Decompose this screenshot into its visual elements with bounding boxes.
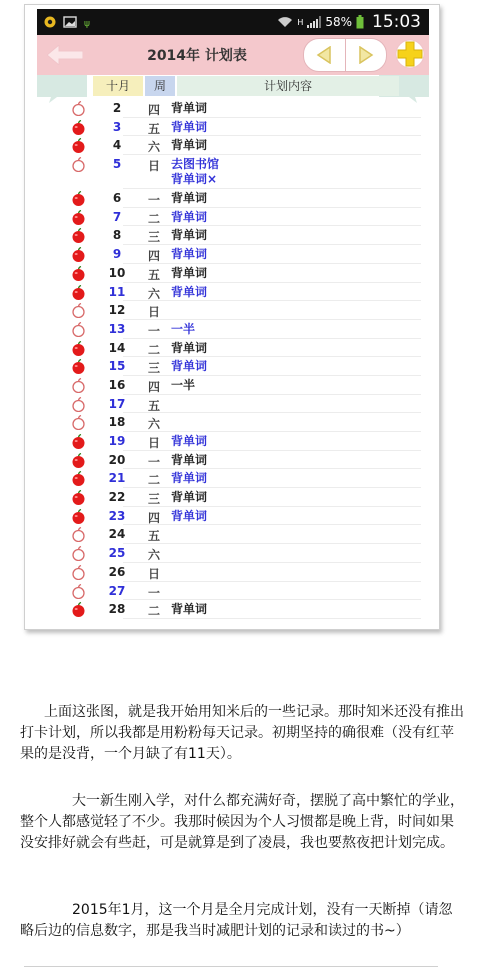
clock: 15:03 [372, 12, 421, 32]
weekday: 四 [147, 510, 160, 525]
red-apple-icon [71, 247, 86, 262]
signal-icon [307, 16, 321, 28]
weekday: 五 [147, 267, 160, 282]
next-month-button[interactable] [345, 39, 387, 71]
weekday: 六 [147, 548, 160, 563]
plan-content [171, 378, 195, 393]
day-number: 2 [112, 101, 122, 115]
day-number: 18 [108, 415, 126, 430]
plan-content [171, 191, 207, 206]
plan-text: 背单词 [171, 284, 208, 299]
day-number: 19 [108, 434, 126, 448]
phone-screenshot [24, 4, 440, 630]
plan-content [171, 120, 207, 135]
day-number: 10 [108, 265, 126, 280]
table-row[interactable] [37, 189, 429, 208]
red-apple-icon [71, 602, 86, 617]
table-row[interactable] [37, 118, 429, 137]
day-number: 3 [112, 119, 122, 134]
red-apple-icon [71, 490, 86, 505]
weekday: 四 [147, 249, 160, 264]
plan-content [171, 138, 207, 153]
plan-content [171, 101, 207, 116]
weekday: 一 [147, 323, 160, 338]
plan-text: 背单词 [171, 359, 208, 374]
plan-text: 背单词 [171, 508, 208, 523]
previous-month-button[interactable] [304, 39, 345, 71]
day-number: 26 [108, 564, 126, 579]
plan-content [171, 210, 207, 225]
table-row[interactable] [37, 264, 429, 283]
table-row[interactable] [37, 469, 429, 488]
table-row[interactable] [37, 600, 429, 619]
table-row[interactable] [37, 488, 429, 507]
plan-text: 背单词 [171, 490, 208, 505]
weekday: 日 [147, 566, 160, 581]
table-row[interactable] [37, 136, 429, 155]
plan-text: 背单词 [171, 209, 208, 224]
table-row[interactable] [37, 525, 429, 544]
header-plan-content: 计划内容 [177, 76, 399, 96]
table-header [37, 75, 429, 97]
battery-percent: 58% [325, 15, 352, 29]
header-month: 十月 [93, 76, 143, 96]
red-apple-icon [71, 266, 86, 281]
weekday: 三 [147, 492, 160, 507]
day-number: 14 [108, 340, 126, 355]
day-number: 24 [108, 527, 126, 542]
weekday: 日 [147, 159, 160, 174]
day-number: 13 [108, 321, 126, 336]
day-number: 25 [108, 546, 126, 561]
empty-apple-icon [71, 397, 86, 412]
weekday: 二 [147, 342, 160, 357]
day-number: 11 [108, 284, 126, 299]
plan-text: 背单词 [171, 602, 208, 617]
month-navigation [303, 38, 387, 72]
plan-text-secondary: 背单词× [171, 172, 218, 187]
red-apple-icon [71, 191, 86, 206]
table-row[interactable] [37, 413, 429, 432]
red-apple-icon [71, 509, 86, 524]
weekday: 日 [147, 305, 160, 320]
weekday: 五 [147, 398, 160, 413]
empty-apple-icon [71, 303, 86, 318]
weekday: 二 [147, 473, 160, 488]
red-apple-icon [71, 341, 86, 356]
weekday: 六 [147, 286, 160, 301]
day-number: 15 [108, 359, 126, 374]
plan-content [171, 602, 207, 617]
weekday: 二 [147, 604, 160, 619]
red-apple-icon [71, 471, 86, 486]
plan-content [171, 341, 207, 356]
plan-text: 去图书馆 [171, 157, 220, 172]
day-number: 12 [108, 303, 126, 318]
image-notification-icon [63, 16, 77, 28]
day-number: 22 [108, 490, 126, 505]
wifi-icon [277, 16, 293, 28]
plan-content [171, 359, 207, 374]
table-row[interactable] [37, 376, 429, 395]
red-apple-icon [71, 434, 86, 449]
app-toolbar [37, 35, 429, 75]
weekday: 一 [147, 585, 160, 600]
weekday: 日 [147, 436, 160, 450]
plan-content [171, 228, 207, 243]
app-notification-icon [43, 16, 57, 28]
plan-text: 背单词 [171, 265, 208, 280]
weekday: 一 [147, 193, 160, 208]
red-apple-icon [71, 285, 86, 300]
day-number: 8 [112, 228, 122, 243]
plan-content [171, 266, 207, 281]
weekday: 三 [147, 230, 160, 245]
plan-text: 一半 [171, 377, 196, 392]
table-row[interactable] [37, 226, 429, 245]
weekday: 四 [147, 379, 160, 394]
plan-content [171, 322, 195, 337]
red-apple-icon [71, 138, 86, 153]
day-number: 20 [108, 452, 126, 467]
plan-text: 背单词 [171, 228, 208, 243]
table-row[interactable] [37, 544, 429, 563]
table-row[interactable] [37, 395, 429, 414]
table-row[interactable] [37, 245, 429, 264]
day-number: 5 [112, 157, 122, 172]
table-row[interactable] [37, 563, 429, 582]
day-number: 7 [112, 209, 122, 224]
plan-content [171, 434, 207, 449]
red-apple-icon [71, 228, 86, 243]
plan-content [171, 490, 207, 505]
table-row[interactable] [37, 99, 429, 118]
network-type-label: H [297, 17, 304, 27]
weekday: 六 [147, 417, 160, 432]
table-row[interactable] [37, 283, 429, 302]
red-apple-icon [71, 453, 86, 468]
empty-apple-icon [71, 565, 86, 580]
weekday: 五 [147, 529, 160, 544]
plan-text: 背单词 [171, 452, 208, 467]
weekday: 六 [147, 140, 160, 155]
day-number: 4 [112, 138, 122, 153]
plan-text: 背单词 [171, 138, 208, 153]
day-number: 28 [108, 602, 126, 617]
weekday: 五 [147, 121, 160, 136]
plan-text: 背单词 [171, 471, 208, 486]
day-number: 9 [112, 247, 122, 262]
plan-content [171, 453, 207, 468]
table-row[interactable] [37, 507, 429, 526]
table-row[interactable] [37, 339, 429, 358]
page-title: 2014年 计划表 [147, 48, 247, 64]
empty-apple-icon [71, 378, 86, 393]
empty-apple-icon [71, 527, 86, 542]
plan-content [171, 471, 207, 486]
empty-apple-icon [71, 322, 86, 337]
table-row[interactable] [37, 301, 429, 320]
empty-apple-icon [71, 157, 86, 172]
weekday: 二 [147, 211, 160, 226]
article-paragraph: 大一新生刚入学，对什么都充满好奇，摆脱了高中繁忙的学业，整个人都感觉轻了不少。我那时候因为个人习惯都是晚上背，时间如果没安排好就会有些赶，可是就算是到了凌晨，我也要熬夜把计划完成。 [20, 793, 464, 851]
table-row[interactable] [37, 208, 429, 227]
plan-content [171, 157, 219, 187]
table-row[interactable] [37, 451, 429, 470]
article-paragraph: 上面这张图，就是我开始用知米后的一些记录。那时知米还没有推出打卡计划，所以我都是用粉粉每天记录。初期坚持的确很难（没有红苹果的是没背，一个月缺了有11天）。 [20, 704, 464, 762]
red-apple-icon [71, 120, 86, 135]
svg-text:ψ: ψ [84, 19, 90, 28]
weekday: 三 [147, 361, 160, 376]
day-number: 21 [108, 471, 126, 486]
plan-text: 背单词 [171, 434, 208, 448]
day-number: 23 [108, 508, 126, 523]
table-row[interactable] [37, 155, 429, 189]
divider [24, 966, 438, 967]
plan-list [37, 99, 429, 619]
plan-content [171, 509, 207, 524]
red-apple-icon [71, 210, 86, 225]
empty-apple-icon [71, 546, 86, 561]
header-week: 周 [145, 76, 175, 96]
triangle-right-icon [358, 46, 374, 64]
table-row[interactable] [37, 582, 429, 601]
plan-text: 背单词 [171, 340, 208, 355]
empty-apple-icon [71, 101, 86, 116]
plan-content [171, 247, 207, 262]
article-paragraph: 2015年1月，这一个月是全月完成计划，没有一天断掉（请忽略后边的信息数字，那是我当时减肥计划的记录和读过的书~） [20, 902, 453, 939]
sync-notification-icon [83, 16, 97, 28]
plan-content [171, 285, 207, 300]
day-number: 6 [112, 191, 122, 206]
plan-text: 背单词 [171, 119, 208, 134]
table-row[interactable] [37, 320, 429, 339]
day-number: 17 [108, 396, 126, 411]
empty-apple-icon [71, 584, 86, 599]
day-number: 27 [108, 583, 126, 598]
plan-text: 一半 [171, 321, 196, 336]
red-apple-icon [71, 359, 86, 374]
weekday: 一 [147, 454, 160, 469]
table-row[interactable] [37, 432, 429, 451]
plan-text: 背单词 [171, 101, 208, 115]
table-row[interactable] [37, 357, 429, 376]
plan-text: 背单词 [171, 247, 208, 262]
weekday: 四 [147, 103, 160, 117]
add-plan-button[interactable] [395, 39, 425, 69]
triangle-left-icon [316, 46, 332, 64]
plan-text: 背单词 [171, 191, 208, 206]
battery-icon [356, 15, 364, 29]
day-number: 16 [108, 377, 126, 392]
status-bar [37, 9, 429, 35]
empty-apple-icon [71, 415, 86, 430]
